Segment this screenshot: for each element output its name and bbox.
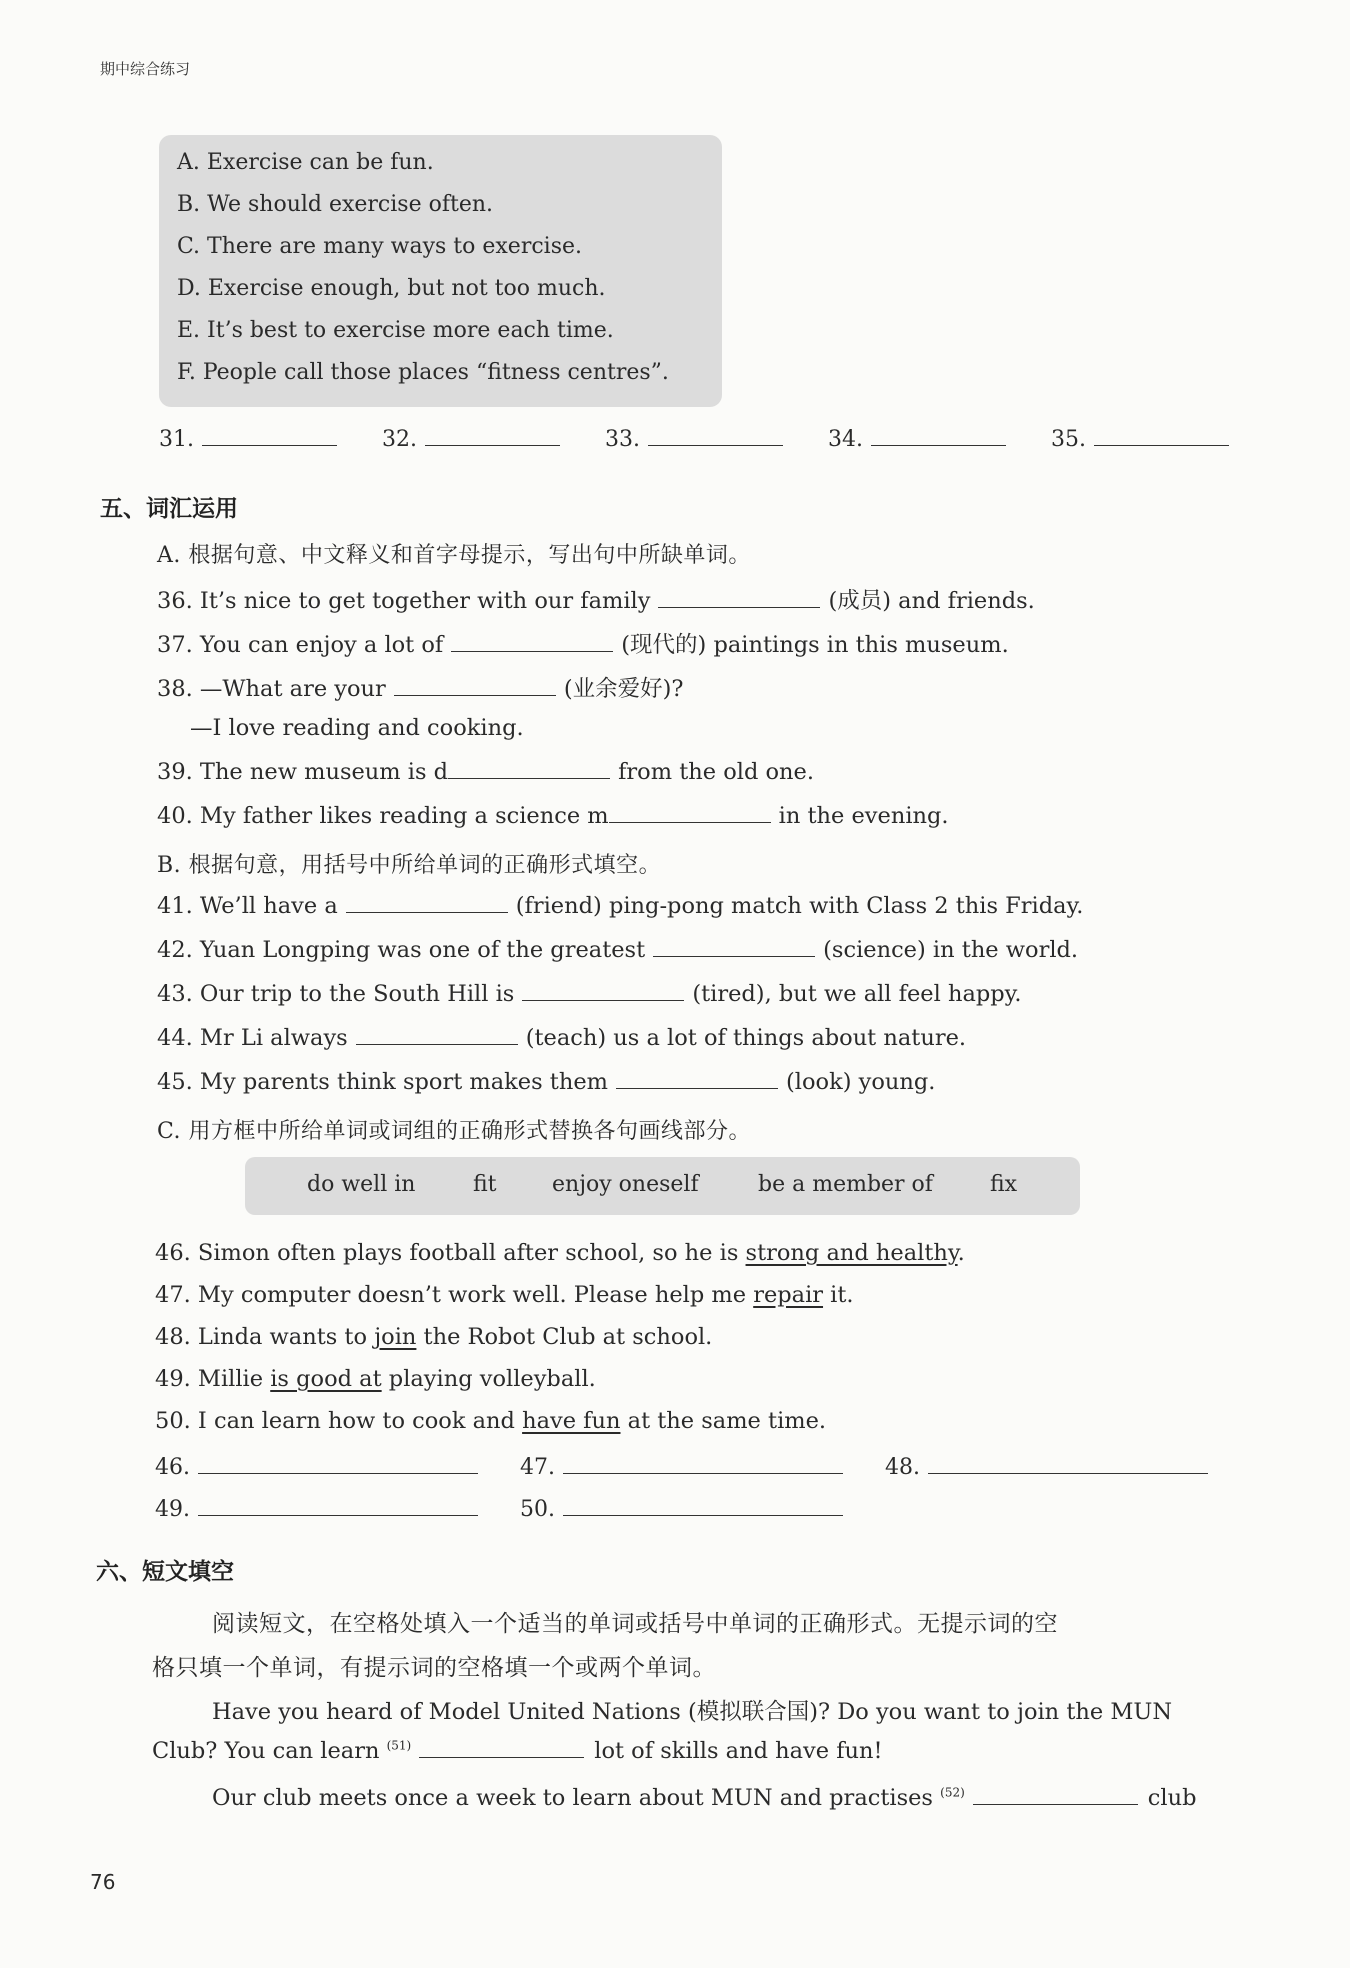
answer-blank[interactable] bbox=[563, 1472, 843, 1474]
question-49: 49. Millie is good at playing volleyball. bbox=[155, 1366, 596, 1392]
part-c-instruction: C. 用方框中所给单词或词组的正确形式替换各句画线部分。 bbox=[157, 1119, 752, 1144]
answer-blank[interactable] bbox=[202, 444, 337, 446]
option-c: C. There are many ways to exercise. bbox=[177, 234, 583, 259]
answer-50: 50. bbox=[520, 1497, 843, 1522]
question-42: 42. Yuan Longping was one of the greatest (science) in the world. bbox=[157, 937, 1079, 963]
answer-blank[interactable] bbox=[451, 650, 613, 652]
part-a-instruction: A. 根据句意、中文释义和首字母提示，写出句中所缺单词。 bbox=[157, 543, 751, 568]
section-six-instruction-line1: 阅读短文，在空格处填入一个适当的单词或括号中单词的正确形式。无提示词的空 bbox=[212, 1611, 1058, 1637]
answer-blank[interactable] bbox=[653, 955, 815, 957]
section-six-title: 六、短文填空 bbox=[96, 1559, 234, 1585]
answer-blank[interactable] bbox=[648, 444, 783, 446]
passage-line-2: Club? You can learn $^{(51)}$ lot of skills and have fun! bbox=[152, 1738, 883, 1764]
option-e: E. It’s best to exercise more each time. bbox=[177, 318, 614, 343]
answer-blank[interactable] bbox=[973, 1803, 1138, 1805]
answer-46: 46. bbox=[155, 1455, 478, 1480]
answer-blank[interactable] bbox=[522, 999, 684, 1001]
answer-blank[interactable] bbox=[616, 1087, 778, 1089]
answer-blank[interactable] bbox=[346, 911, 508, 913]
question-43: 43. Our trip to the South Hill is (tired), but we all feel happy. bbox=[157, 981, 1022, 1007]
page-number: 76 bbox=[90, 1870, 116, 1894]
word-option: do well in bbox=[307, 1172, 416, 1197]
section-five-title: 五、词汇运用 bbox=[100, 496, 238, 522]
answer-blank[interactable] bbox=[198, 1472, 478, 1474]
option-f: F. People call those places “fitness centres”. bbox=[177, 360, 669, 385]
answer-49: 49. bbox=[155, 1497, 478, 1522]
answer-34: 34. bbox=[828, 427, 1006, 452]
passage-line-3: Our club meets once a week to learn about MUN and practises $^{(52)}$ club bbox=[212, 1785, 1197, 1811]
answer-35: 35. bbox=[1051, 427, 1229, 452]
word-option: enjoy oneself bbox=[552, 1172, 699, 1197]
question-50: 50. I can learn how to cook and have fun at the same time. bbox=[155, 1408, 827, 1434]
passage-line-1: Have you heard of Model United Nations (模拟联合国)? Do you want to join the MUN bbox=[212, 1699, 1173, 1725]
answer-blank[interactable] bbox=[563, 1514, 843, 1516]
answer-33: 33. bbox=[605, 427, 783, 452]
question-47: 47. My computer doesn’t work well. Please help me repair it. bbox=[155, 1282, 854, 1308]
question-48: 48. Linda wants to join the Robot Club at school. bbox=[155, 1324, 713, 1350]
answer-blank[interactable] bbox=[928, 1472, 1208, 1474]
option-a: A. Exercise can be fun. bbox=[177, 150, 434, 175]
answer-48: 48. bbox=[885, 1455, 1208, 1480]
answer-blank[interactable] bbox=[425, 444, 560, 446]
answer-blank[interactable] bbox=[871, 444, 1006, 446]
word-option: fix bbox=[990, 1172, 1018, 1197]
question-45: 45. My parents think sport makes them (look) young. bbox=[157, 1069, 936, 1095]
answer-47: 47. bbox=[520, 1455, 843, 1480]
question-44: 44. Mr Li always (teach) us a lot of things about nature. bbox=[157, 1025, 967, 1051]
question-39: 39. The new museum is d from the old one. bbox=[157, 759, 815, 785]
question-40: 40. My father likes reading a science m in the evening. bbox=[157, 803, 949, 829]
part-b-instruction: B. 根据句意，用括号中所给单词的正确形式填空。 bbox=[157, 853, 662, 878]
answer-blank[interactable] bbox=[198, 1514, 478, 1516]
question-38-reply: —I love reading and cooking. bbox=[190, 715, 524, 741]
section-six-instruction-line2: 格只填一个单词，有提示词的空格填一个或两个单词。 bbox=[152, 1655, 716, 1681]
question-46: 46. Simon often plays football after school, so he is strong and healthy. bbox=[155, 1240, 965, 1266]
option-d: D. Exercise enough, but not too much. bbox=[177, 276, 606, 301]
page-header: 期中综合练习 bbox=[100, 60, 191, 78]
answer-32: 32. bbox=[382, 427, 560, 452]
word-option: fit bbox=[473, 1172, 497, 1197]
question-37: 37. You can enjoy a lot of (现代的) paintings in this museum. bbox=[157, 632, 1009, 658]
answer-blank[interactable] bbox=[448, 777, 610, 779]
answer-blank[interactable] bbox=[609, 821, 771, 823]
question-38: 38. —What are your (业余爱好)? bbox=[157, 676, 684, 702]
answer-31: 31. bbox=[159, 427, 337, 452]
answer-blank[interactable] bbox=[419, 1756, 584, 1758]
answer-blank[interactable] bbox=[394, 694, 556, 696]
answer-blank[interactable] bbox=[658, 606, 820, 608]
word-option: be a member of bbox=[758, 1172, 933, 1197]
question-41: 41. We’ll have a (friend) ping-pong match with Class 2 this Friday. bbox=[157, 893, 1084, 919]
answer-blank[interactable] bbox=[1094, 444, 1229, 446]
option-b: B. We should exercise often. bbox=[177, 192, 494, 217]
question-36: 36. It’s nice to get together with our family (成员) and friends. bbox=[157, 588, 1035, 614]
answer-blank[interactable] bbox=[356, 1043, 518, 1045]
